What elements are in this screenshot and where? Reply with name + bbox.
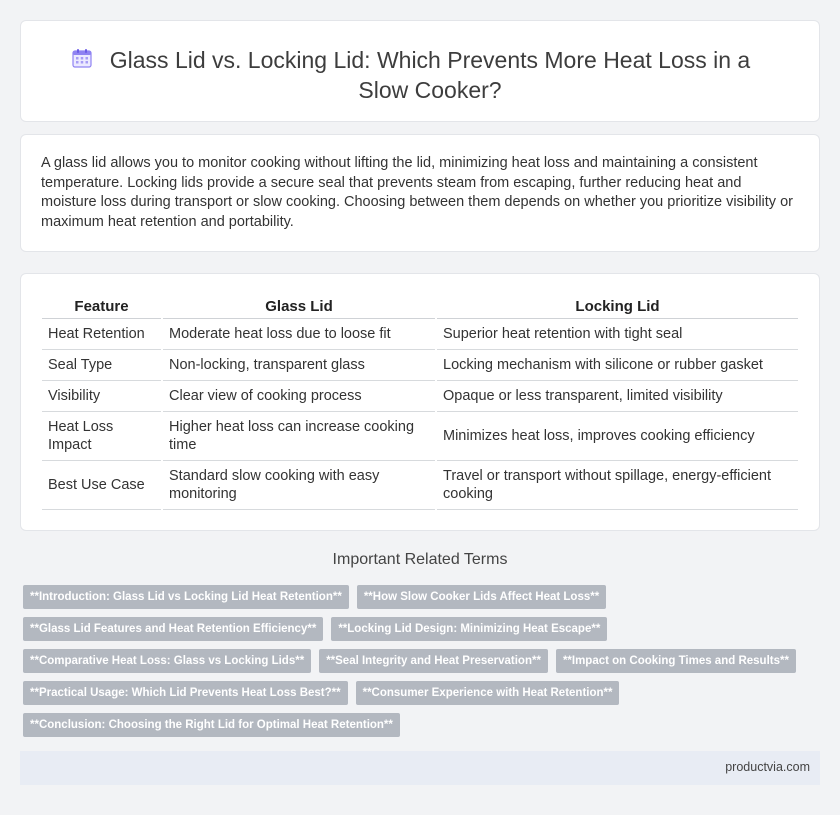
column-header-locking-lid: Locking Lid [436,296,798,319]
column-header-feature: Feature [42,296,162,319]
table-cell: Seal Type [42,350,162,381]
related-terms-list [23,585,803,745]
related-term-tag[interactable]: **Locking Lid Design: Minimizing Heat Escape** [331,617,607,641]
footer-site-name: productvia.com [725,760,810,774]
table-row [42,412,798,461]
related-terms-heading: Important Related Terms [332,551,508,568]
related-term-tag[interactable]: **How Slow Cooker Lids Affect Heat Loss** [357,585,606,609]
comparison-table [42,296,798,510]
table-cell: Moderate heat loss due to loose fit [162,319,436,350]
related-term-tag[interactable]: **Impact on Cooking Times and Results** [556,649,796,673]
intro-paragraph: A glass lid allows you to monitor cooking without lifting the lid, minimizing heat loss and maintaining a consistent temperature. Locking lids provide a secure seal that prevents steam from escaping, further reducing heat and moisture loss during transport or slow cooking. Choosing between them depends on whether you prioritize visibility or maximum heat retention and portability. [41,155,793,230]
table-row [42,381,798,412]
table-cell: Minimizes heat loss, improves cooking efficiency [436,412,798,461]
column-header-glass-lid: Glass Lid [162,296,436,319]
comparison-card [20,273,820,531]
table-cell: Clear view of cooking process [162,381,436,412]
table-cell: Opaque or less transparent, limited visibility [436,381,798,412]
related-term-tag[interactable]: **Seal Integrity and Heat Preservation** [319,649,548,673]
tag-row [23,617,803,641]
table-cell: Best Use Case [42,461,162,510]
table-cell: Standard slow cooking with easy monitoring [162,461,436,510]
table-cell: Heat Loss Impact [42,412,162,461]
table-header-row [42,296,798,319]
tag-row [23,681,803,705]
table-cell: Superior heat retention with tight seal [436,319,798,350]
footer [20,751,820,785]
table-cell: Visibility [42,381,162,412]
tag-row [23,713,803,737]
related-term-tag[interactable]: **Conclusion: Choosing the Right Lid for Optimal Heat Retention** [23,713,400,737]
tag-row [23,585,803,609]
table-row [42,319,798,350]
intro-card [20,134,820,252]
related-term-tag[interactable]: **Consumer Experience with Heat Retention** [356,681,620,705]
related-term-tag[interactable]: **Glass Lid Features and Heat Retention Efficiency** [23,617,323,641]
table-cell: Heat Retention [42,319,162,350]
related-term-tag[interactable]: **Introduction: Glass Lid vs Locking Lid Heat Retention** [23,585,349,609]
table-cell: Locking mechanism with silicone or rubber gasket [436,350,798,381]
related-term-tag[interactable]: **Comparative Heat Loss: Glass vs Locking Lids** [23,649,311,673]
table-cell: Non-locking, transparent glass [162,350,436,381]
related-term-tag[interactable]: **Practical Usage: Which Lid Prevents Heat Loss Best?** [23,681,348,705]
title-card [20,20,820,122]
table-row [42,350,798,381]
table-row [42,461,798,510]
table-cell: Higher heat loss can increase cooking time [162,412,436,461]
page-title: Glass Lid vs. Locking Lid: Which Prevents More Heat Loss in a Slow Cooker? [109,47,751,103]
tag-row [23,649,803,673]
table-cell: Travel or transport without spillage, energy-efficient cooking [436,461,798,510]
